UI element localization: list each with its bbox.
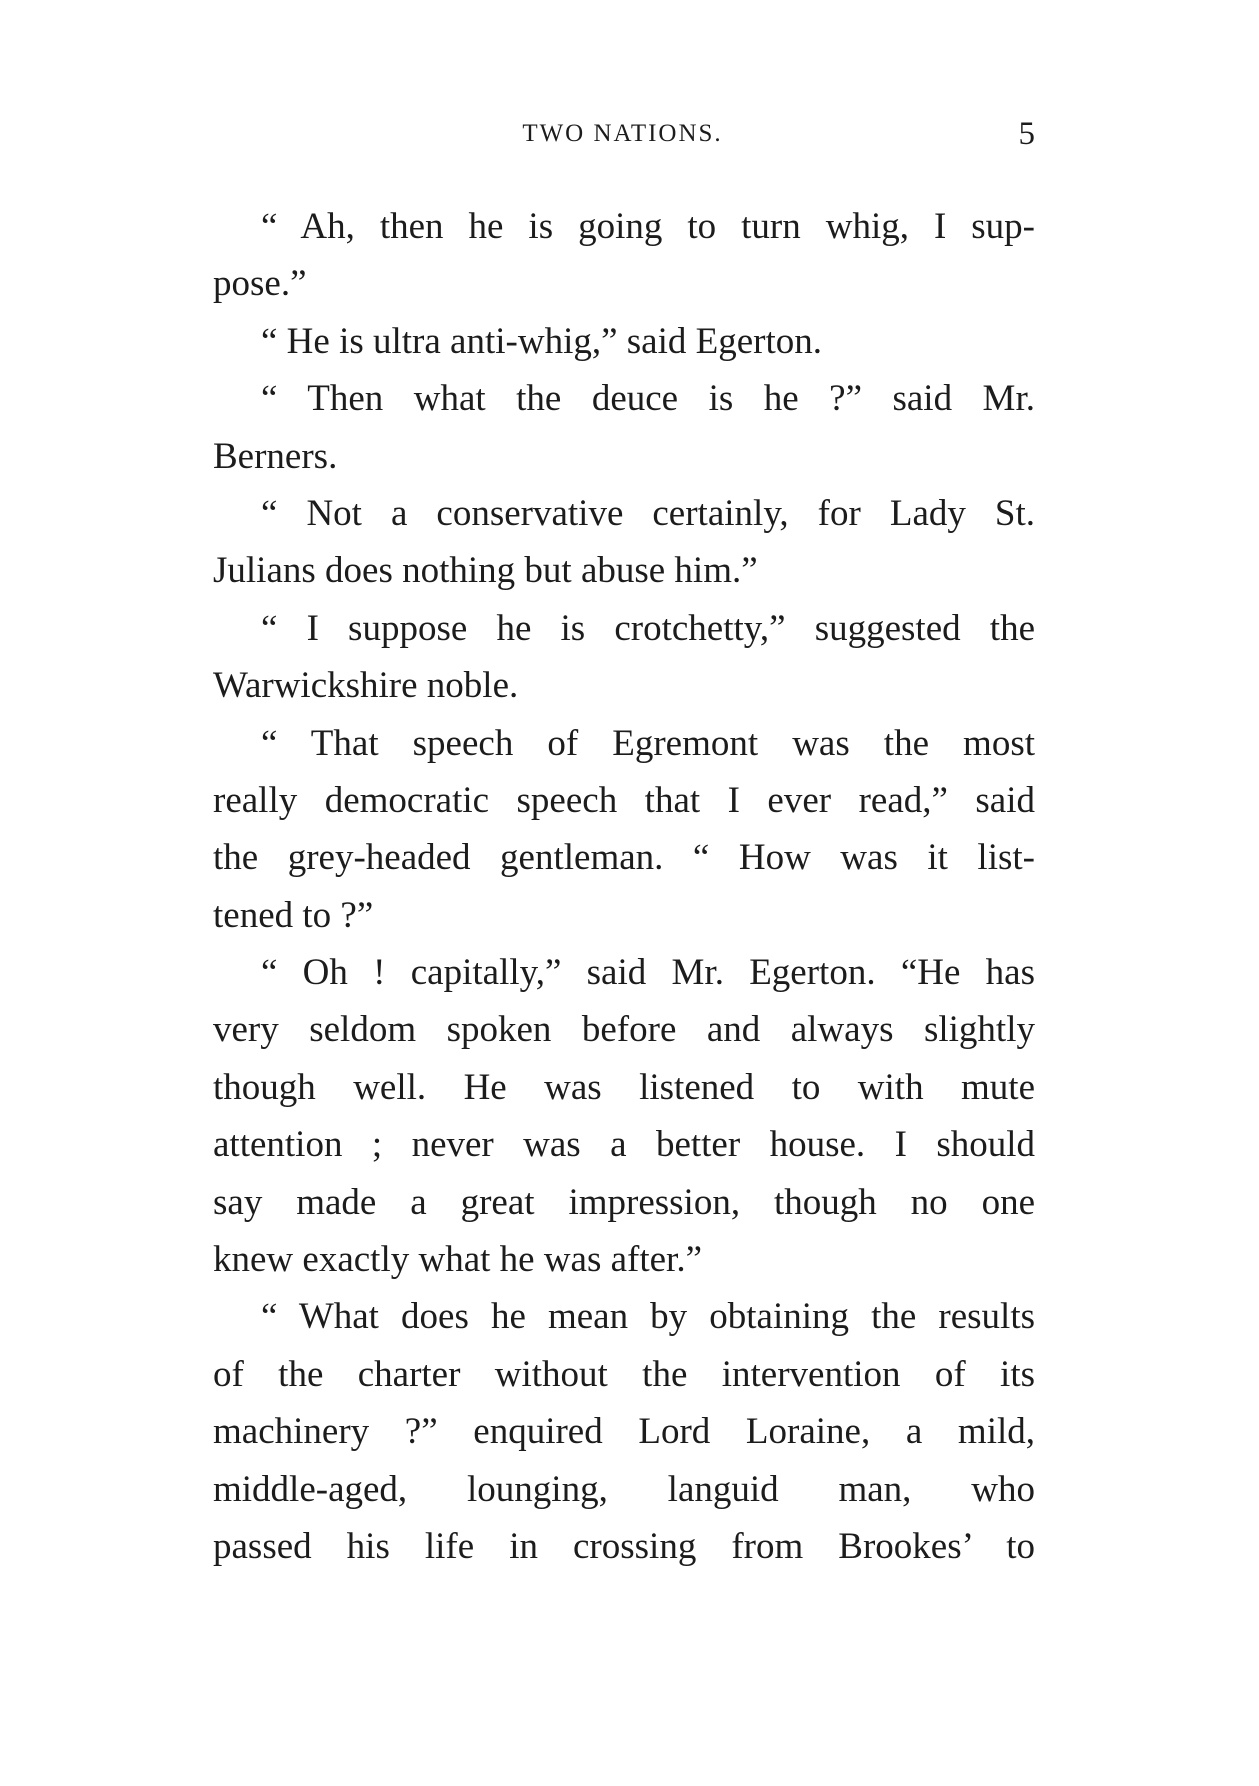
text-line: attention ; never was a better house. I should bbox=[213, 1124, 1035, 1166]
text-line: middle-aged, lounging, languid man, who bbox=[213, 1468, 1035, 1510]
text-line: Julians does nothing but abuse him.” bbox=[213, 550, 758, 592]
running-title: TWO NATIONS. bbox=[522, 120, 723, 147]
text-line: “ I suppose he is crotchetty,” suggested the bbox=[261, 607, 1035, 649]
text-line: “ He is ultra anti-whig,” said Egerton. bbox=[261, 320, 822, 362]
text-line: very seldom spoken before and always slightly bbox=[213, 1009, 1035, 1051]
text-line: “ What does he mean by obtaining the results bbox=[261, 1296, 1035, 1338]
text-line: knew exactly what he was after.” bbox=[213, 1239, 703, 1281]
text-line: passed his life in crossing from Brookes’ to bbox=[213, 1525, 1035, 1567]
text-line: Warwickshire noble. bbox=[213, 665, 519, 707]
text-line: machinery ?” enquired Lord Loraine, a mild, bbox=[213, 1411, 1035, 1453]
text-line: “ Then what the deuce is he ?” said Mr. bbox=[261, 378, 1035, 420]
page-number: 5 bbox=[1018, 116, 1035, 152]
text-line: “ That speech of Egremont was the most bbox=[261, 722, 1035, 764]
text-line: of the charter without the intervention of its bbox=[213, 1353, 1035, 1395]
text-line: “ Ah, then he is going to turn whig, I sup- bbox=[261, 206, 1035, 247]
text-line: the grey-headed gentleman. “ How was it list- bbox=[213, 837, 1035, 879]
text-line: “ Oh ! capitally,” said Mr. Egerton. “He has bbox=[261, 952, 1035, 994]
text-line: Berners. bbox=[213, 435, 338, 477]
text-line: “ Not a conservative certainly, for Lady St. bbox=[261, 492, 1035, 534]
text-line: pose.” bbox=[213, 263, 307, 305]
text-line: tened to ?” bbox=[213, 894, 374, 936]
text-line: really democratic speech that I ever read,” said bbox=[213, 779, 1035, 821]
text-line: though well. He was listened to with mute bbox=[213, 1066, 1035, 1108]
text-line: say made a great impression, though no one bbox=[213, 1181, 1035, 1223]
body-text bbox=[213, 198, 1035, 1575]
running-head bbox=[210, 116, 1035, 156]
